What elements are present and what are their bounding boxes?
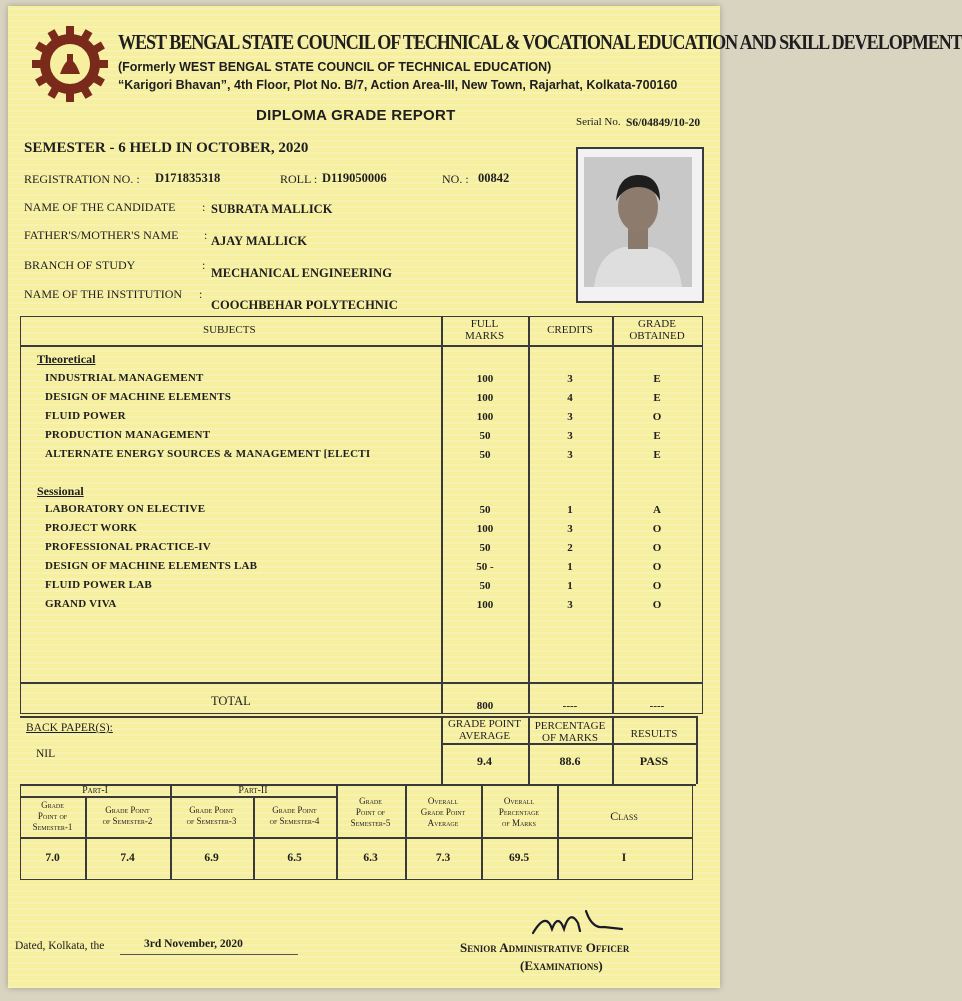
subject-marks: 100 <box>476 392 494 404</box>
results-value: PASS <box>639 754 669 768</box>
no-value: 00842 <box>478 171 510 185</box>
subject-grade: E <box>653 373 661 385</box>
summary-value: 7.3 <box>435 852 451 864</box>
subject-credits: 3 <box>567 449 573 461</box>
report-title: DIPLOMA GRADE REPORT <box>256 107 456 124</box>
subject-grade: O <box>652 580 662 592</box>
subject-name: PROJECT WORK <box>45 522 138 534</box>
institution-value: COOCHBEHAR POLYTECHNIC <box>211 298 398 312</box>
percentage-value: 88.6 <box>559 754 581 768</box>
semester-title: SEMESTER - 6 HELD IN OCTOBER, 2020 <box>24 140 309 156</box>
total-credits: ---- <box>562 700 578 712</box>
candidate-photo-frame <box>576 147 704 303</box>
officer-department: (Examinations) <box>520 958 603 973</box>
subject-credits: 3 <box>567 373 573 385</box>
subject-name: INDUSTRIAL MANAGEMENT <box>45 372 204 384</box>
serial-label: Serial No. <box>576 116 621 128</box>
branch-value: MECHANICAL ENGINEERING <box>211 266 392 280</box>
subject-name: PROFESSIONAL PRACTICE-IV <box>45 541 211 553</box>
summary-header: Grade Point of Semester-5 <box>350 796 391 828</box>
dated-value: 3rd November, 2020 <box>144 938 243 950</box>
subject-grade: O <box>652 599 662 611</box>
institution-label: NAME OF THE INSTITUTION <box>24 287 183 301</box>
grade-header: GRADE OBTAINED <box>629 318 685 342</box>
subject-marks: 50 <box>479 449 491 461</box>
candidate-name-value: SUBRATA MALLICK <box>211 202 333 216</box>
no-label: NO. : <box>442 172 469 186</box>
results-header: RESULTS <box>630 728 678 740</box>
total-marks: 800 <box>476 700 494 712</box>
subject-grade: E <box>653 392 661 404</box>
gpa-value: 9.4 <box>477 754 492 768</box>
summary-value: 6.9 <box>204 852 219 864</box>
summary-header: Overall Percentage of Marks <box>498 796 540 828</box>
subject-name: DESIGN OF MACHINE ELEMENTS <box>45 391 232 403</box>
parent-name-label: FATHER'S/MOTHER'S NAME <box>24 228 179 242</box>
summary-header: Grade Point of Semester-2 <box>102 805 153 826</box>
subject-name: LABORATORY ON ELECTIVE <box>45 503 206 515</box>
part2-label: Part-II <box>238 785 268 796</box>
subject-grade: E <box>653 449 661 461</box>
subject-name: PRODUCTION MANAGEMENT <box>45 429 211 441</box>
subject-marks: 50 <box>479 504 491 516</box>
percentage-header: PERCENTAGE OF MARKS <box>534 720 606 744</box>
theoretical-title: Theoretical <box>37 352 96 366</box>
serial-number: S6/04849/10-20 <box>626 117 701 129</box>
subject-credits: 1 <box>567 561 573 573</box>
subject-credits: 3 <box>567 411 573 423</box>
subject-credits: 1 <box>567 580 573 592</box>
council-name: WEST BENGAL STATE COUNCIL OF TECHNICAL & VOCATIONAL EDUCATION AND SKILL DEVELOPMENT <box>118 30 962 54</box>
subject-grade: O <box>652 561 662 573</box>
subject-grade: E <box>653 430 661 442</box>
parent-name-value: AJAY MALLICK <box>211 234 307 248</box>
registration-label: REGISTRATION NO. : <box>24 172 140 186</box>
summary-header: Overall Grade Point Average <box>420 796 466 828</box>
subjects-header: SUBJECTS <box>203 324 256 336</box>
back-paper-label: BACK PAPER(S): <box>26 722 113 734</box>
roll-value: D119050006 <box>322 171 387 185</box>
subject-grade: A <box>653 504 661 516</box>
subject-name: FLUID POWER <box>45 410 126 422</box>
subject-marks: 50 <box>479 542 491 554</box>
subject-marks: 50 - <box>476 561 494 573</box>
grade-report-sheet: WEST BENGAL STATE COUNCIL OF TECHNICAL & VOCATIONAL EDUCATION AND SKILL DEVELOPMENT (Formerly WEST BENGAL STATE COUNCIL OF TECHNICAL EDUCATION) “Karigori Bhavan”, 4th Floor, Plot No. B/7, Action Area-III, New Town, Rajarhat, Kolkata-700160 DIPLOMA GRADE REPORT Serial No. S6/04849/10-20 SEMESTER - 6 HELD IN OCTOBER, 2020 REGISTRATION NO. : D171835318 ROLL : D119050006 NO. : 00842 NAME OF THE CANDIDATE : SUBRATA MALLICK FATHER'S/MOTHER'S NAME : AJAY MALLICK BRANCH OF STUDY : MECHANICAL ENGINEERING NAME OF THE INSTITUTION : COOCHBEHAR POLYTECHNIC SUBJECTS FULL MARKS CREDITS GRADE OBTAINED Theoretical INDUSTRIAL MANAGEMENT 100 3 E DESIGN OF MACHINE ELEMENTS 100 4 E FLUID POWER 100 3 O PRODUCTION MANAGEMENT 50 3 E ALTERNATE ENERGY SOURCES & MANAGEMENT [ELECTI 50 3 E Sessional LABORATORY ON ELECTIVE 50 1 A PROJECT WORK 100 3 O PROFESSIONAL PRACTICE-IV 50 2 O DESIGN OF MACHINE ELEMENTS LAB 50 - 1 O FLUID POWER LAB 50 1 O GRAND VIVA 100 3 O TOTAL 800 ---- ---- BACK PAPER(S): NIL GRADE POINT AVERAGE PERCENTAGE OF MARKS RESULTS 9.4 88.6 PASS Part-I Part-II Grade Point of Semester-1 7.0 Grade Point of Semester-2 7.4 Grade Point of Semester-3 6.9 Grade Point of Semester-4 6.5 Grade Point of Semester-5 6.3 Overall Grade Point Average 7.3 Overall Percentage of Marks 69.5 Class I Dated, Kolkata, the 3rd November, 2020 Senior Administrative Officer (Examinations) <box>8 6 720 988</box>
subject-name: DESIGN OF MACHINE ELEMENTS LAB <box>45 560 258 572</box>
subject-marks: 100 <box>476 599 494 611</box>
subject-grade: O <box>652 411 662 423</box>
summary-value: 7.4 <box>120 852 135 864</box>
part1-label: Part-I <box>82 785 108 796</box>
branch-label: BRANCH OF STUDY <box>24 258 136 272</box>
subject-credits: 3 <box>567 599 573 611</box>
subject-marks: 100 <box>476 411 494 423</box>
subject-grade: O <box>652 542 662 554</box>
back-paper-value: NIL <box>36 748 56 760</box>
subject-marks: 50 <box>479 430 491 442</box>
sessional-title: Sessional <box>37 484 84 498</box>
total-label: TOTAL <box>211 694 251 708</box>
total-grade: ---- <box>649 700 665 712</box>
council-address: “Karigori Bhavan”, 4th Floor, Plot No. B/7, Action Area-III, New Town, Rajarhat, Kolkata-700160 <box>118 78 678 92</box>
roll-label: ROLL : <box>280 172 318 186</box>
formerly-name: (Formerly WEST BENGAL STATE COUNCIL OF TECHNICAL EDUCATION) <box>118 60 552 74</box>
subject-credits: 1 <box>567 504 573 516</box>
officer-signature <box>528 901 638 941</box>
summary-value: 7.0 <box>45 852 60 864</box>
summary-value: 6.3 <box>363 852 378 864</box>
summary-value: 69.5 <box>508 852 530 864</box>
council-logo-icon <box>30 24 110 104</box>
summary-header: Grade Point of Semester-4 <box>269 805 320 826</box>
subject-name: GRAND VIVA <box>45 598 117 610</box>
summary-value: 6.5 <box>287 852 302 864</box>
officer-title: Senior Administrative Officer <box>460 940 630 955</box>
subject-credits: 3 <box>567 430 573 442</box>
candidate-name-label: NAME OF THE CANDIDATE <box>24 200 176 214</box>
subject-grade: O <box>652 523 662 535</box>
summary-header: Grade Point of Semester-1 <box>32 800 73 832</box>
subject-credits: 3 <box>567 523 573 535</box>
summary-header: Class <box>610 809 638 823</box>
credits-header: CREDITS <box>547 324 593 336</box>
full-marks-header: FULL MARKS <box>464 318 505 342</box>
summary-header: Grade Point of Semester-3 <box>186 805 237 826</box>
person-silhouette-icon <box>584 157 692 287</box>
subject-credits: 2 <box>567 542 573 554</box>
subject-marks: 50 <box>479 580 491 592</box>
registration-value: D171835318 <box>155 171 221 185</box>
subject-name: FLUID POWER LAB <box>45 579 152 591</box>
subject-marks: 100 <box>476 523 494 535</box>
gpa-header: GRADE POINT AVERAGE <box>447 718 522 742</box>
subject-credits: 4 <box>567 392 573 404</box>
candidate-photo <box>584 157 692 287</box>
summary-value: I <box>621 852 627 864</box>
subject-name: ALTERNATE ENERGY SOURCES & MANAGEMENT [ELECTI <box>45 448 371 460</box>
dated-label: Dated, Kolkata, the <box>15 940 105 952</box>
subject-marks: 100 <box>476 373 494 385</box>
